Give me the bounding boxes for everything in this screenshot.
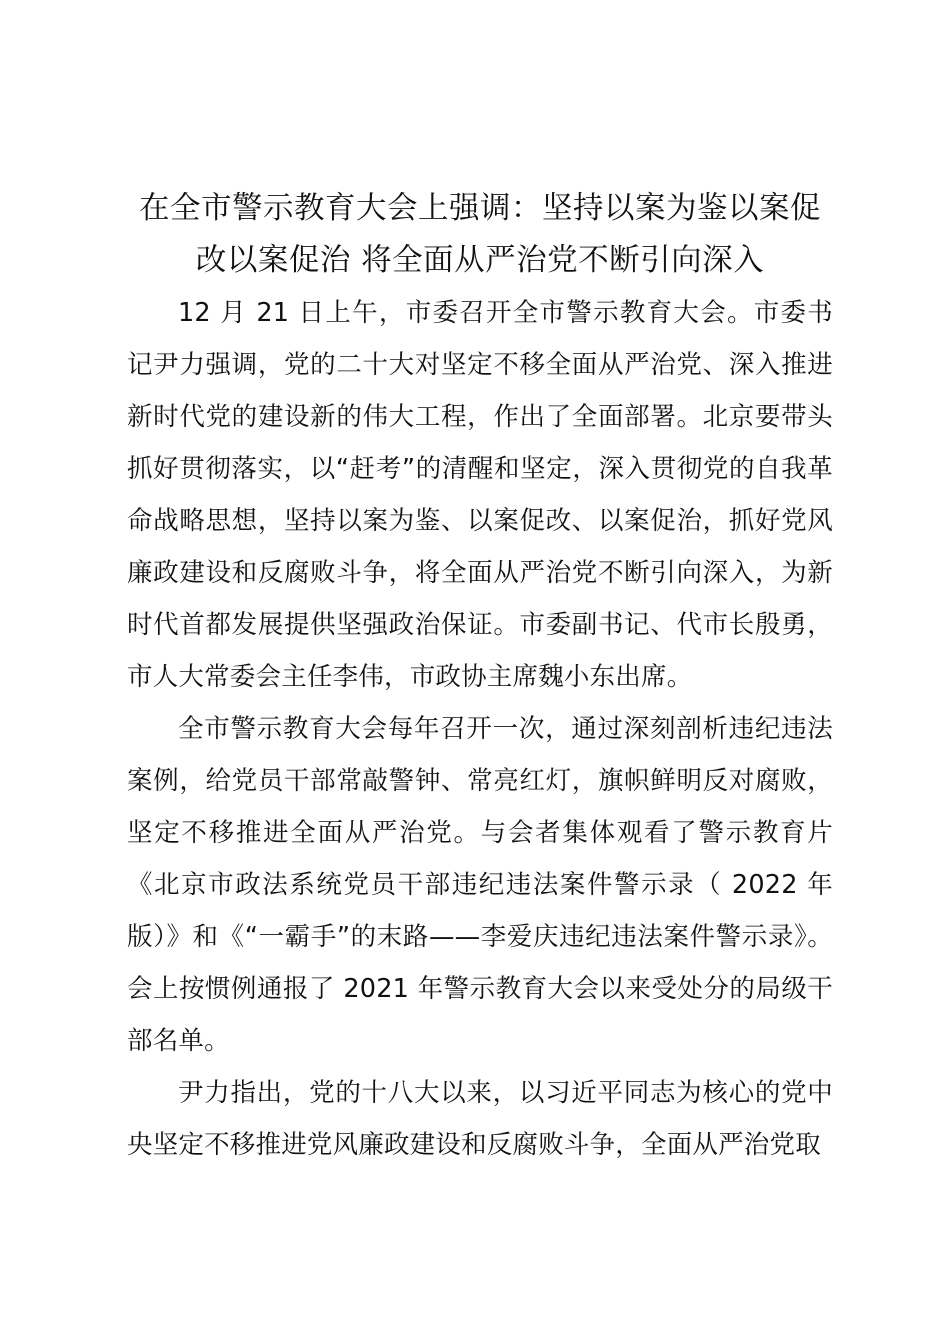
document-title: 在全市警示教育大会上强调：坚持以案为鉴以案促改以案促治 将全面从严治党不断引向深入 bbox=[139, 191, 821, 278]
paragraph-3: 尹力指出，党的十八大以来，以习近平同志为核心的党中央坚定不移推进党风廉政建设和反腐败斗争，全面从严治党取 bbox=[127, 1078, 833, 1160]
document-body bbox=[127, 183, 833, 1171]
paragraph-1: 12 月 21 日上午，市委召开全市警示教育大会。市委书记尹力强调，党的二十大对坚定不移全面从严治党、深入推进新时代党的建设新的伟大工程，作出了全面部署。北京要带头抓好贯彻落实，以“赶考”的清醒和坚定，深入贯彻党的自我革命战略思想，坚持以案为鉴、以案促改、以案促治，抓好党风廉政建设和反腐败斗争，将全面从严治党不断引向深入，为新时代首都发展提供坚强政治保证。市委副书记、代市长殷勇，市人大常委会主任李伟，市政协主席魏小东出席。 bbox=[127, 298, 833, 692]
paragraph-2: 全市警示教育大会每年召开一次，通过深刻剖析违纪违法案例，给党员干部常敲警钟、常亮红灯，旗帜鲜明反对腐败，坚定不移推进全面从严治党。与会者集体观看了警示教育片《北京市政法系统党员干部违纪违法案件警示录（ 2022 年版）》和《“一霸手”的末路——李爱庆违纪违法案件警示录》。会上按惯例通报了 2021 年警示教育大会以来受处分的局级干部名单。 bbox=[127, 714, 833, 1056]
